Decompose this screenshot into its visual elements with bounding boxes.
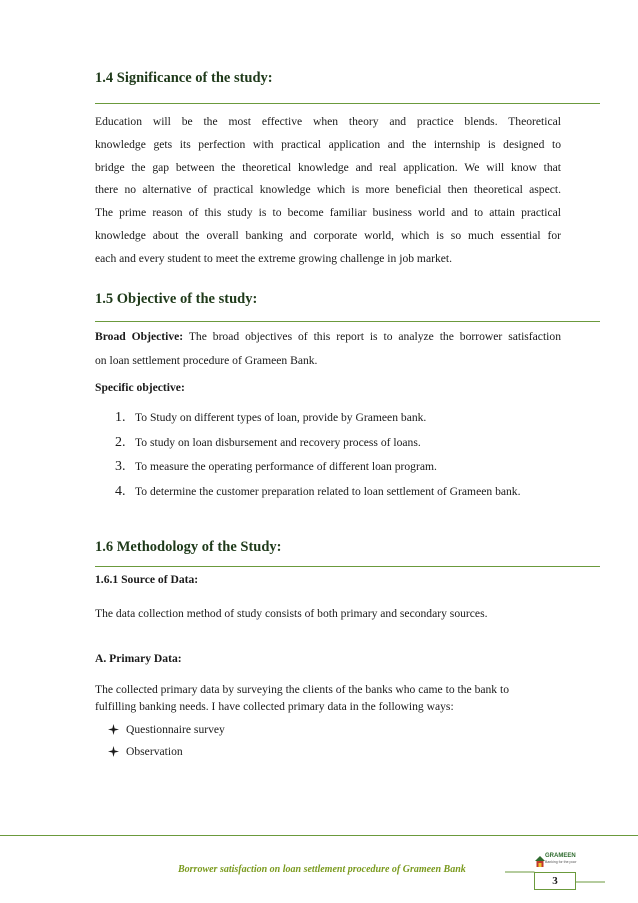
page-number-box xyxy=(534,872,576,890)
objective-number: 1. xyxy=(115,410,126,425)
method-label: Questionnaire survey xyxy=(126,722,225,736)
objective-item xyxy=(115,484,521,509)
diamond-bullet-icon xyxy=(108,746,126,757)
broad-objective-label: Broad Objective: xyxy=(95,330,184,343)
objective-item xyxy=(115,410,521,435)
diamond-bullet-icon xyxy=(108,724,126,735)
heading-rule xyxy=(95,103,600,104)
section-heading-objective: 1.5 Objective of the study: xyxy=(95,291,258,307)
paragraph-line: there no alternative of practical knowledge which is more beneficial then theoretical aspect. xyxy=(95,183,561,197)
list-item xyxy=(108,718,225,740)
paragraph-line: bridge the gap between the theoretical knowledge and real application. We will know that xyxy=(95,160,561,174)
paragraph-line: The prime reason of this study is to become familiar business world and to attain practical xyxy=(95,206,561,220)
list-item xyxy=(108,740,225,762)
objective-number: 3. xyxy=(115,459,126,475)
section-heading-methodology: 1.6 Methodology of the Study: xyxy=(95,539,282,555)
broad-objective-text-line2: on loan settlement procedure of Grameen Bank. xyxy=(95,354,318,367)
logo-tagline: Banking for the poor xyxy=(545,860,577,864)
objective-text: To Study on different types of loan, provide by Grameen bank. xyxy=(135,411,427,424)
footer-title: Borrower satisfaction on loan settlement procedure of Grameen Bank xyxy=(178,864,466,875)
footer-rule xyxy=(0,835,638,836)
primary-data-heading: A. Primary Data: xyxy=(95,652,182,665)
logo-text: GRAMEEN xyxy=(545,853,576,859)
source-of-data-heading: 1.6.1 Source of Data: xyxy=(95,573,199,586)
objectives-list xyxy=(115,410,521,509)
method-label: Observation xyxy=(126,744,183,758)
paragraph-line: fulfilling banking needs. I have collected primary data in the following ways: xyxy=(95,700,454,713)
data-collection-methods-list xyxy=(108,718,225,762)
heading-rule xyxy=(95,566,600,567)
section-heading-significance: 1.4 Significance of the study: xyxy=(95,70,273,86)
objective-text: To measure the operating performance of different loan program. xyxy=(135,460,437,474)
broad-objective-paragraph xyxy=(95,325,561,373)
objective-text: To determine the customer preparation related to loan settlement of Grameen bank. xyxy=(135,485,521,499)
page-number: 3 xyxy=(552,875,558,887)
heading-rule xyxy=(95,321,600,322)
paragraph-line: each and every student to meet the extreme growing challenge in job market. xyxy=(95,251,453,265)
significance-paragraph xyxy=(95,111,561,271)
objective-text: To study on loan disbursement and recovery process of loans. xyxy=(135,435,421,449)
primary-data-paragraph xyxy=(95,681,575,715)
objective-item xyxy=(115,459,521,484)
objective-item xyxy=(115,435,521,460)
specific-objective-label: Specific objective: xyxy=(95,381,185,394)
source-of-data-text: The data collection method of study consists of both primary and secondary sources. xyxy=(95,607,488,620)
paragraph-line: knowledge about the overall banking and corporate world, which is so much essential for xyxy=(95,228,561,242)
paragraph-line: Education will be the most effective when theory and practice blends. Theoretical xyxy=(95,115,561,128)
objective-number: 2. xyxy=(115,434,126,450)
paragraph-line: The collected primary data by surveying the clients of the banks who came to the bank to xyxy=(95,683,510,696)
broad-objective-text: The broad objectives of this report is to analyze the borrower satisfaction xyxy=(183,330,561,343)
objective-number: 4. xyxy=(115,484,126,500)
paragraph-line: knowledge gets its perfection with practical application and the internship is designed to xyxy=(95,137,561,151)
